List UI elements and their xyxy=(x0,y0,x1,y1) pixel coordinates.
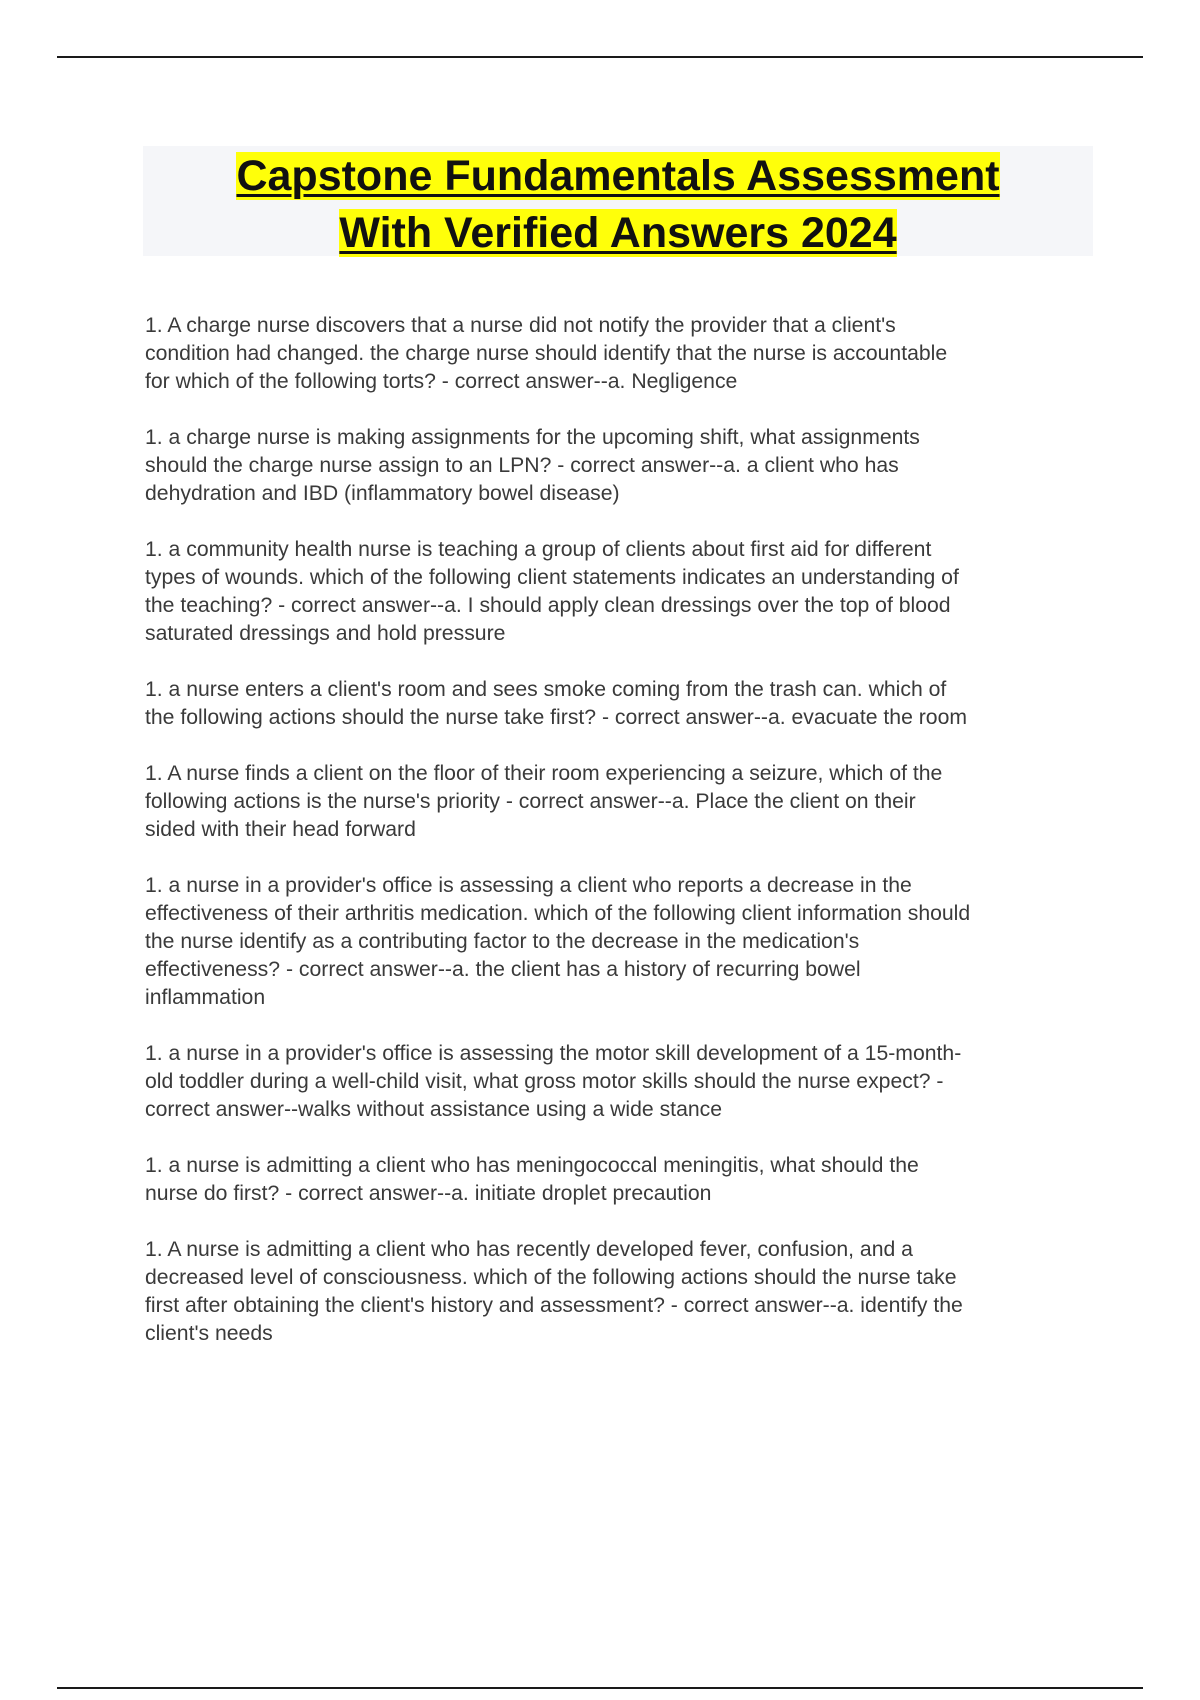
question-text-line: 1. a charge nurse is making assignments for the upcoming shift, what assignments xyxy=(145,426,920,449)
question-text-line: 1. a nurse enters a client's room and sees smoke coming from the trash can. which of xyxy=(145,678,947,701)
bottom-divider xyxy=(57,1687,1143,1689)
question-text-line: should the charge nurse assign to an LPN? - correct answer--a. a client who has xyxy=(145,454,899,477)
question-item xyxy=(145,872,1095,1012)
question-text-line: saturated dressings and hold pressure xyxy=(145,622,506,645)
question-text-line: nurse do first? - correct answer--a. initiate droplet precaution xyxy=(145,1182,712,1205)
question-text-line: 1. A nurse is admitting a client who has recently developed fever, confusion, and a xyxy=(145,1238,913,1261)
question-text-line: client's needs xyxy=(145,1322,273,1345)
question-text-line: the following actions should the nurse take first? - correct answer--a. evacuate the room xyxy=(145,706,968,729)
document-title-line-1: Capstone Fundamentals Assessment xyxy=(236,152,1000,200)
question-text-line: first after obtaining the client's history and assessment? - correct answer--a. identify the xyxy=(145,1294,963,1317)
question-item xyxy=(145,1152,1095,1208)
question-text-line: for which of the following torts? - correct answer--a. Negligence xyxy=(145,370,738,393)
question-item xyxy=(145,536,1095,648)
question-item xyxy=(145,676,1095,732)
question-text-line: correct answer--walks without assistance using a wide stance xyxy=(145,1098,723,1121)
question-text-line: 1. a nurse in a provider's office is assessing a client who reports a decrease in the xyxy=(145,874,912,897)
question-item xyxy=(145,312,1095,396)
question-text-line: condition had changed. the charge nurse should identify that the nurse is accountable xyxy=(145,342,948,365)
question-text-line: dehydration and IBD (inflammatory bowel disease) xyxy=(145,482,620,505)
question-list xyxy=(145,312,1095,1376)
question-text-line: the nurse identify as a contributing factor to the decrease in the medication's xyxy=(145,930,860,953)
question-text-line: following actions is the nurse's priority - correct answer--a. Place the client on their xyxy=(145,790,916,813)
question-text-line: 1. a community health nurse is teaching a group of clients about first aid for different xyxy=(145,538,932,561)
question-text-line: the teaching? - correct answer--a. I should apply clean dressings over the top of blood xyxy=(145,594,951,617)
question-item xyxy=(145,760,1095,844)
question-text-line: effectiveness of their arthritis medication. which of the following client information should xyxy=(145,902,971,925)
question-text-line: 1. a nurse in a provider's office is assessing the motor skill development of a 15-month- xyxy=(145,1042,962,1065)
document-title-line-2: With Verified Answers 2024 xyxy=(339,209,897,257)
question-text-line: decreased level of consciousness. which of the following actions should the nurse take xyxy=(145,1266,957,1289)
question-text-line: 1. A charge nurse discovers that a nurse did not notify the provider that a client's xyxy=(145,314,896,337)
question-text-line: 1. A nurse finds a client on the floor of their room experiencing a seizure, which of the xyxy=(145,762,943,785)
question-item xyxy=(145,1040,1095,1124)
question-text-line: effectiveness? - correct answer--a. the client has a history of recurring bowel xyxy=(145,958,861,981)
question-item xyxy=(145,424,1095,508)
question-text-line: types of wounds. which of the following client statements indicates an understanding of xyxy=(145,566,959,589)
document-title-block xyxy=(143,146,1093,256)
top-divider xyxy=(57,56,1143,58)
question-item xyxy=(145,1236,1095,1348)
question-text-line: 1. a nurse is admitting a client who has meningococcal meningitis, what should the xyxy=(145,1154,919,1177)
question-text-line: sided with their head forward xyxy=(145,818,416,841)
question-text-line: old toddler during a well-child visit, what gross motor skills should the nurse expect? - xyxy=(145,1070,944,1093)
question-text-line: inflammation xyxy=(145,986,266,1009)
